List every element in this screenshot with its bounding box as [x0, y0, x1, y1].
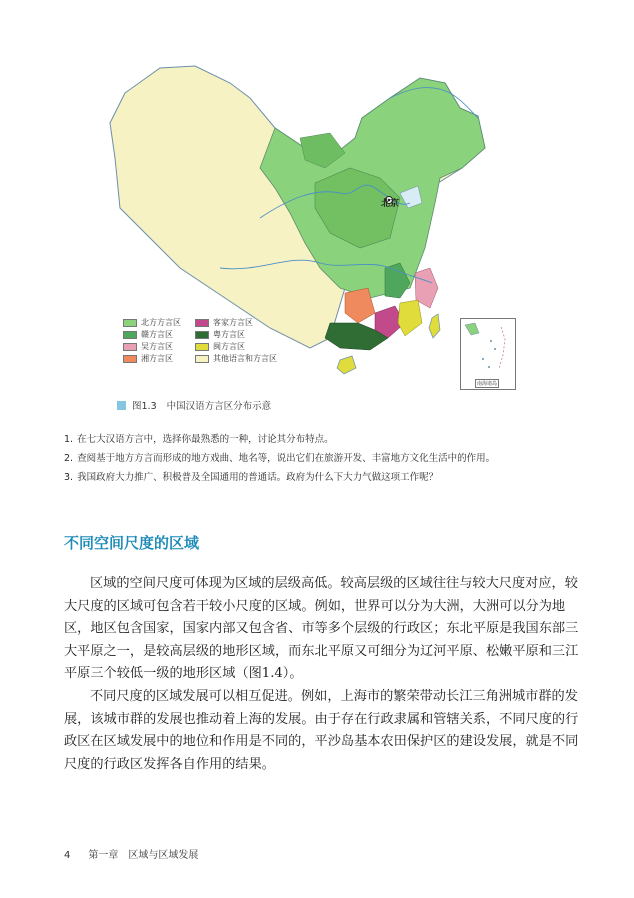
legend-label: 吴方言区 — [141, 342, 173, 351]
legend-label: 客家方言区 — [213, 318, 253, 327]
figure-caption — [117, 398, 271, 412]
capital-label: 北京 — [381, 199, 400, 209]
paragraph-line: 区域的空间尺度可体现为区域的层级高低。较高层级的区域往往与较大尺度对应，较 — [90, 576, 578, 591]
legend-label: 赣方言区 — [141, 330, 173, 339]
min-dialect-region — [398, 300, 422, 336]
legend-swatch — [123, 355, 137, 363]
discussion-questions — [64, 430, 604, 487]
legend-item-gan — [123, 329, 173, 340]
legend-item-yue — [195, 329, 245, 340]
legend-item-xiang — [123, 353, 173, 364]
question-text: 查阅基于地方方言而形成的地方戏曲、地名等，说出它们在旅游开发、丰富地方文化生活中的作用。 — [77, 453, 496, 464]
legend-item-wu — [123, 341, 173, 352]
question-item — [64, 449, 604, 468]
chapter-title: 第一章 区域与区域发展 — [88, 850, 199, 861]
question-number: 3. — [64, 472, 74, 483]
legend-swatch — [123, 331, 137, 339]
page-footer — [64, 846, 198, 861]
inset-caption: 南海诸岛 — [477, 381, 498, 387]
question-text: 我国政府大力推广、积极普及全国通用的普通话。政府为什么下大力气做这项工作呢？ — [77, 472, 439, 483]
legend-label: 粤方言区 — [213, 330, 245, 339]
paragraph-line: 尺度的行政区发挥各自作用的结果。 — [64, 756, 275, 772]
taiwan-island — [429, 314, 440, 338]
legend-swatch — [195, 343, 209, 351]
legend-swatch — [123, 319, 137, 327]
caption-marker-icon — [117, 401, 126, 410]
paragraph-line: 不同尺度的区域发展可以相互促进。例如，上海市的繁荣带动长江三角洲城市群的发 — [90, 688, 578, 704]
paragraph-line: 大平原之一，是较高层级的地形区域，而东北平原又可细分为辽河平原、松嫩平原和三江 — [64, 643, 579, 659]
question-text: 在七大汉语方言中，选择你最熟悉的一种，讨论其分布特点。 — [77, 434, 334, 445]
map-legend — [123, 317, 277, 379]
figure-title: 中国汉语方言区分布示意 — [166, 401, 272, 412]
legend-item-hakka — [195, 317, 253, 328]
legend-swatch — [195, 355, 209, 363]
legend-item-other — [195, 353, 277, 364]
legend-swatch — [195, 331, 209, 339]
question-number: 2. — [64, 453, 74, 464]
question-number: 1. — [64, 434, 74, 445]
question-item — [64, 430, 604, 449]
legend-label: 湘方言区 — [141, 354, 173, 363]
paragraph-line: 区，地区包含国家，国家内部又包含省、市等多个层级的行政区；东北平原是我国东部三 — [64, 621, 579, 637]
legend-item-northern — [123, 317, 181, 328]
section-heading: 不同空间尺度的区域 — [64, 534, 200, 552]
body-text — [64, 573, 579, 776]
legend-swatch — [195, 319, 209, 327]
paragraph-line: 政区在区域发展中的地位和作用是不同的，平沙岛基本农田保护区的建设发展，就是不同 — [64, 734, 579, 750]
paragraph-line: 展，该城市群的发展也推动着上海的发展。由于存在行政隶属和管辖关系，不同尺度的行 — [64, 711, 579, 727]
paragraph-line: 大尺度的区域可包含若干较小尺度的区域。例如，世界可以分为大洲，大洲可以分为地 — [64, 598, 566, 614]
legend-item-min — [195, 341, 245, 352]
legend-label: 其他语言和方言区 — [213, 354, 277, 363]
question-item — [64, 468, 604, 487]
south-sea-inset — [460, 318, 516, 390]
page-number: 4 — [64, 850, 71, 861]
paragraph-line: 平原三个较低一级的地形区域（图1.4）。 — [64, 666, 303, 682]
legend-label: 闽方言区 — [213, 342, 245, 351]
legend-swatch — [123, 343, 137, 351]
figure-number: 图1.3 — [132, 401, 157, 412]
hainan-island — [337, 356, 356, 374]
legend-label: 北方方言区 — [141, 318, 181, 327]
